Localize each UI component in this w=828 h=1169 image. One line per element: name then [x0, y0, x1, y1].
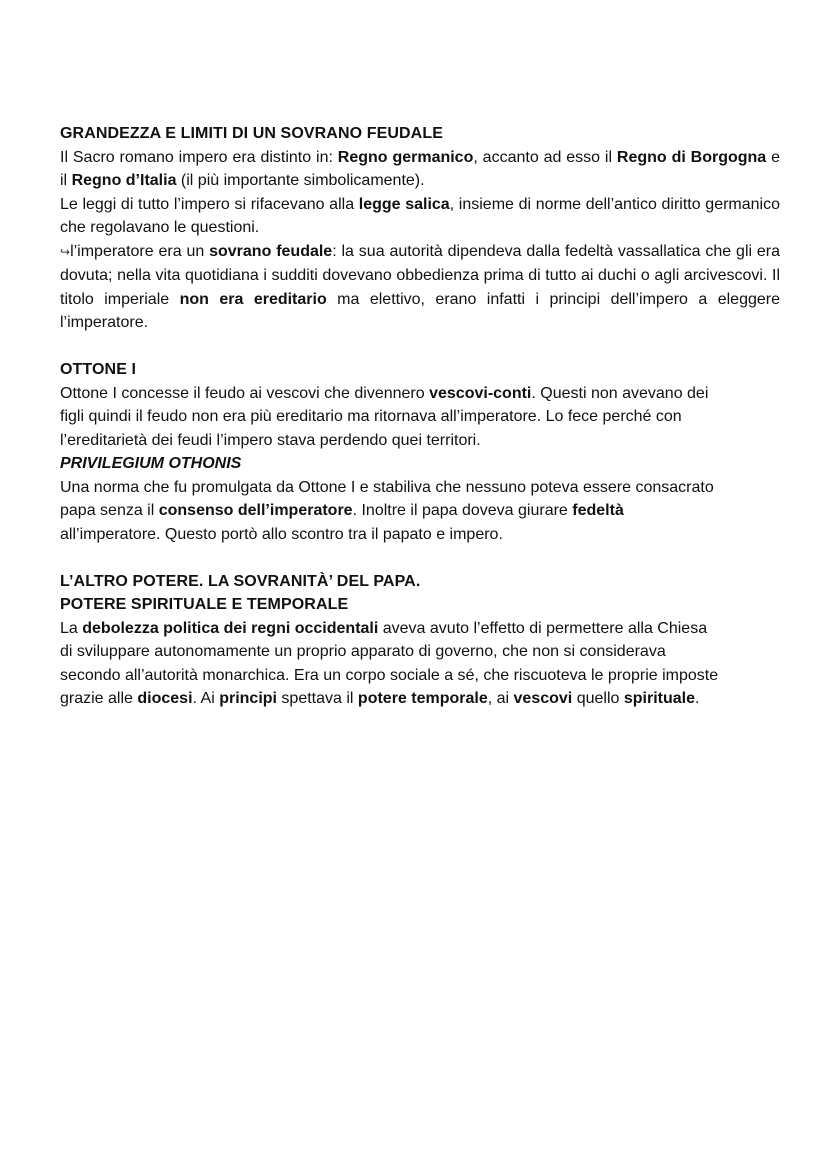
text-run: . — [694, 690, 700, 707]
text-run: all’imperatore. Questo portò allo scontro tra il papato e impero. — [60, 525, 503, 543]
bold-text: Regno di Borgogna — [616, 148, 767, 166]
spacer — [60, 546, 780, 570]
text-run: Una norma che fu promulgata da Ottone I e stabiliva che nessuno poteva essere consacrato papa senza il — [60, 478, 714, 519]
bold-text: principi — [219, 690, 277, 707]
text-run: Ottone I concesse il feudo ai vescovi che divennero — [60, 384, 430, 402]
spacer — [60, 335, 780, 359]
bold-text: legge salica — [358, 195, 450, 213]
return-arrow-icon: ↪ — [60, 244, 71, 259]
bold-text: consenso dell’imperatore — [158, 502, 353, 519]
bold-text: vescovi-conti — [429, 384, 532, 402]
paragraph — [60, 240, 780, 335]
section-heading: POTERE SPIRITUALE E TEMPORALE — [60, 596, 349, 613]
bold-text: non era ereditario — [179, 290, 327, 308]
text-run: Le leggi di tutto l’impero si rifacevano alla — [60, 195, 359, 213]
text-run: : la sua autorità dipendeva dalla fedeltà vassallatica che gli era dovuta; nella vita quotidiana i sudditi dovevano obbedienza prima di tutto ai duchi o agli arcivescovi. Il titolo imperiale — [60, 242, 781, 308]
paragraph — [60, 382, 720, 453]
text-run: , accanto ad esso il — [473, 148, 617, 166]
text-run: quello — [572, 690, 624, 707]
text-run: . Inoltre il papa doveva giurare — [352, 502, 573, 519]
subsection-heading: PRIVILEGIUM OTHONIS — [60, 455, 242, 472]
paragraph — [60, 617, 720, 711]
bold-text: debolezza politica dei regni occidentali — [82, 619, 379, 637]
text-run: . Questi non avevano dei figli quindi il feudo non era più ereditario ma ritornava all’imperatore. Lo fece perché con l’ereditarietà dei feudi l’impero stava perdendo quei territori. — [60, 384, 709, 449]
paragraph — [60, 476, 720, 547]
bold-text: Regno germanico — [337, 148, 474, 166]
text-run: ma elettivo, erano infatti i principi dell’impero a eleggere l’imperatore. — [60, 290, 780, 331]
section-ottone — [60, 358, 720, 546]
text-run: (il più importante simbolicamente). — [176, 172, 425, 189]
section-heading: OTTONE I — [60, 361, 137, 378]
text-run: , ai — [487, 690, 514, 707]
section-sovranita-papa — [60, 570, 720, 711]
section-heading: L’ALTRO POTERE. LA SOVRANITÀ’ DEL PAPA. — [60, 572, 421, 590]
text-run: aveva avuto l’effetto di permettere alla Chiesa di sviluppare autonomamente un proprio apparato di governo, che non si considerava secondo all’autorità monarchica. Era un corpo sociale a sé, che riscuoteva le proprie imposte grazie alle — [60, 619, 719, 707]
bold-text: spirituale — [623, 690, 695, 707]
paragraph — [60, 193, 780, 240]
text-run: e il — [60, 148, 780, 189]
text-run: . Ai — [192, 690, 220, 707]
bold-text: fedeltà — [572, 502, 624, 519]
bold-text: potere temporale — [357, 690, 488, 707]
bold-text: diocesi — [137, 690, 193, 707]
text-run: l’imperatore era un — [70, 242, 210, 260]
text-run: Il Sacro romano impero era distinto in: — [60, 148, 338, 166]
document-page — [60, 122, 780, 711]
bold-text: vescovi — [513, 690, 573, 707]
text-run: spettava il — [276, 690, 358, 707]
bold-text: sovrano feudale — [209, 242, 333, 260]
text-run: La — [60, 619, 83, 637]
paragraph — [60, 146, 780, 193]
text-run: , insieme di norme dell’antico diritto germanico che regolavano le questioni. — [60, 195, 781, 236]
bold-text: Regno d’Italia — [71, 172, 177, 189]
section-heading: GRANDEZZA E LIMITI DI UN SOVRANO FEUDALE — [60, 125, 443, 142]
paragraph-text — [60, 243, 780, 332]
section-sovrano-feudale — [60, 122, 780, 335]
